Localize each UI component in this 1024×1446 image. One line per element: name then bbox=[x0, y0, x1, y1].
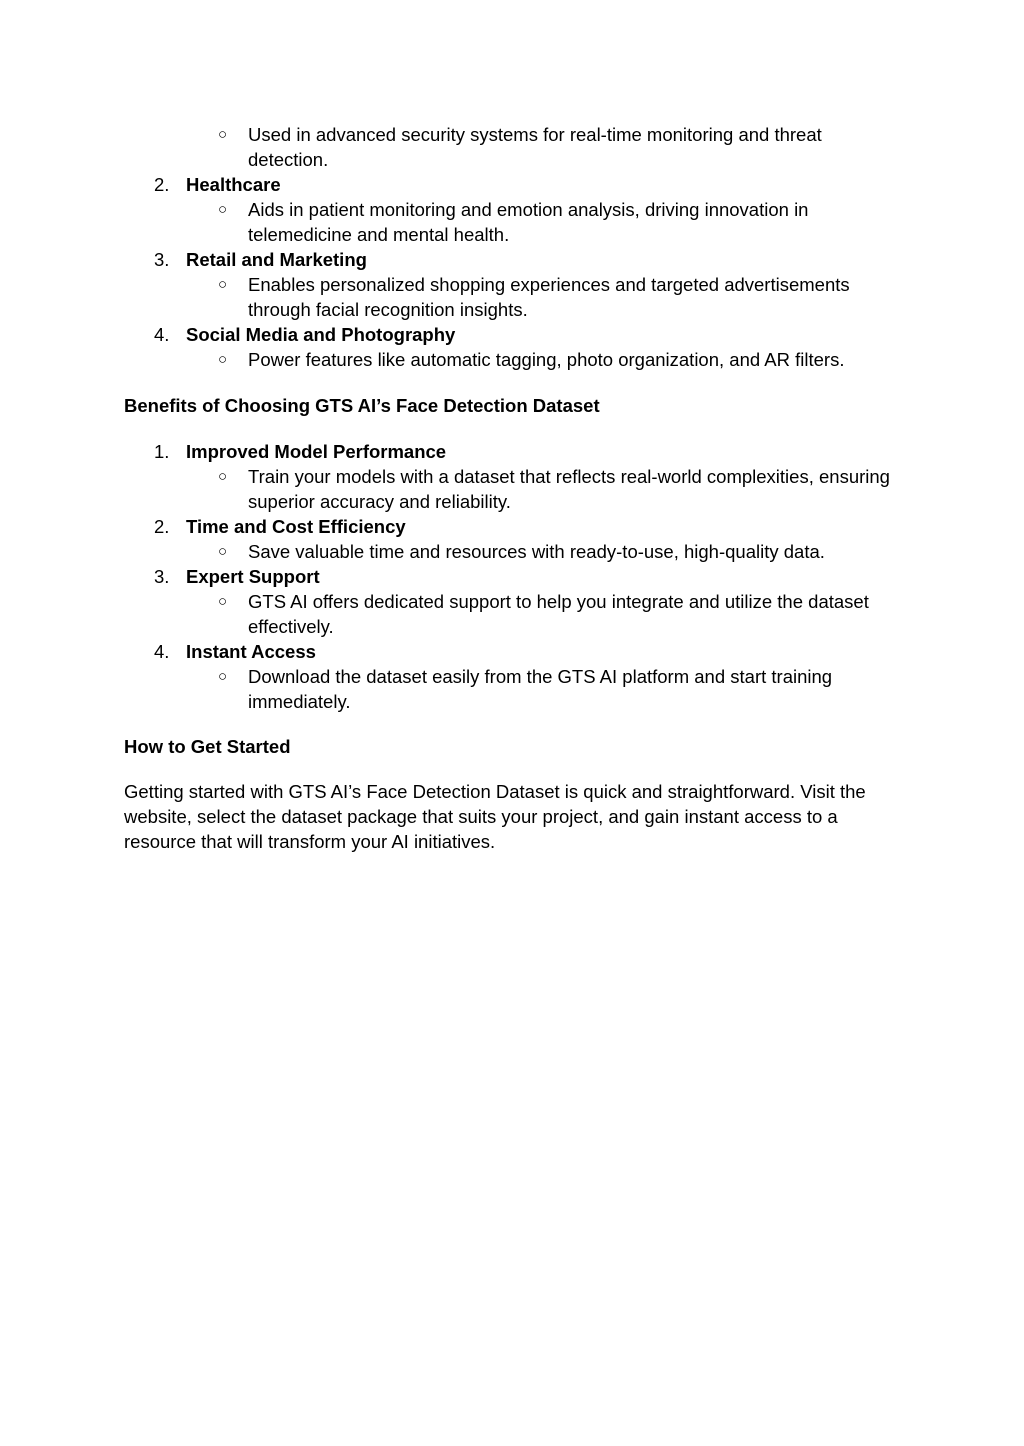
continuation-bullet-list bbox=[124, 122, 904, 172]
get-started-paragraph: Getting started with GTS AI’s Face Detection Dataset is quick and straightforward. Visit the website, select the dataset package that suits your project, and gain instant access to a resource that will transform your AI initiatives. bbox=[124, 781, 866, 852]
hollow-circle-bullet-icon: ○ bbox=[218, 668, 228, 685]
benefits-list bbox=[124, 439, 904, 714]
list-item bbox=[186, 464, 904, 514]
list-item bbox=[124, 639, 904, 714]
list-item bbox=[186, 664, 904, 714]
list-number: 3. bbox=[154, 566, 170, 587]
hollow-circle-bullet-icon: ○ bbox=[218, 126, 228, 143]
list-item bbox=[124, 247, 904, 322]
hollow-circle-bullet-icon: ○ bbox=[218, 276, 228, 293]
list-item bbox=[124, 172, 904, 247]
get-started-heading: How to Get Started bbox=[124, 736, 291, 757]
item-title: Social Media and Photography bbox=[186, 324, 456, 345]
item-title: Expert Support bbox=[186, 566, 320, 587]
list-number: 1. bbox=[154, 441, 170, 462]
list-number: 2. bbox=[154, 516, 170, 537]
bullet-text: Save valuable time and resources with ready-to-use, high-quality data. bbox=[248, 541, 825, 562]
item-title: Improved Model Performance bbox=[186, 441, 447, 462]
use-cases-list bbox=[124, 172, 904, 372]
list-number: 4. bbox=[154, 324, 170, 345]
item-title: Time and Cost Efficiency bbox=[186, 516, 406, 537]
list-item bbox=[186, 539, 904, 564]
list-number: 4. bbox=[154, 641, 170, 662]
list-item bbox=[124, 564, 904, 639]
list-item bbox=[124, 322, 904, 372]
list-item bbox=[186, 347, 904, 372]
benefits-heading: Benefits of Choosing GTS AI’s Face Detection Dataset bbox=[124, 395, 600, 416]
bullet-text: Used in advanced security systems for real-time monitoring and threat detection. bbox=[248, 124, 822, 170]
document-content bbox=[124, 122, 904, 854]
bullet-text: GTS AI offers dedicated support to help you integrate and utilize the dataset effectively. bbox=[248, 591, 869, 637]
bullet-text: Enables personalized shopping experiences and targeted advertisements through facial recognition insights. bbox=[248, 274, 850, 320]
list-item bbox=[124, 439, 904, 514]
hollow-circle-bullet-icon: ○ bbox=[218, 593, 228, 610]
list-item bbox=[186, 197, 904, 247]
hollow-circle-bullet-icon: ○ bbox=[218, 543, 228, 560]
list-number: 3. bbox=[154, 249, 170, 270]
bullet-text: Train your models with a dataset that reflects real-world complexities, ensuring superior accuracy and reliability. bbox=[248, 466, 890, 512]
item-title: Instant Access bbox=[186, 641, 316, 662]
item-title: Healthcare bbox=[186, 174, 281, 195]
bullet-text: Aids in patient monitoring and emotion analysis, driving innovation in telemedicine and mental health. bbox=[248, 199, 809, 245]
bullet-text: Download the dataset easily from the GTS AI platform and start training immediately. bbox=[248, 666, 833, 712]
hollow-circle-bullet-icon: ○ bbox=[218, 468, 228, 485]
item-title: Retail and Marketing bbox=[186, 249, 367, 270]
hollow-circle-bullet-icon: ○ bbox=[218, 351, 228, 368]
list-item bbox=[186, 589, 904, 639]
list-item bbox=[124, 514, 904, 564]
list-item bbox=[186, 272, 904, 322]
bullet-text: Power features like automatic tagging, photo organization, and AR filters. bbox=[248, 349, 845, 370]
list-item bbox=[124, 122, 904, 172]
hollow-circle-bullet-icon: ○ bbox=[218, 201, 228, 218]
list-number: 2. bbox=[154, 174, 170, 195]
